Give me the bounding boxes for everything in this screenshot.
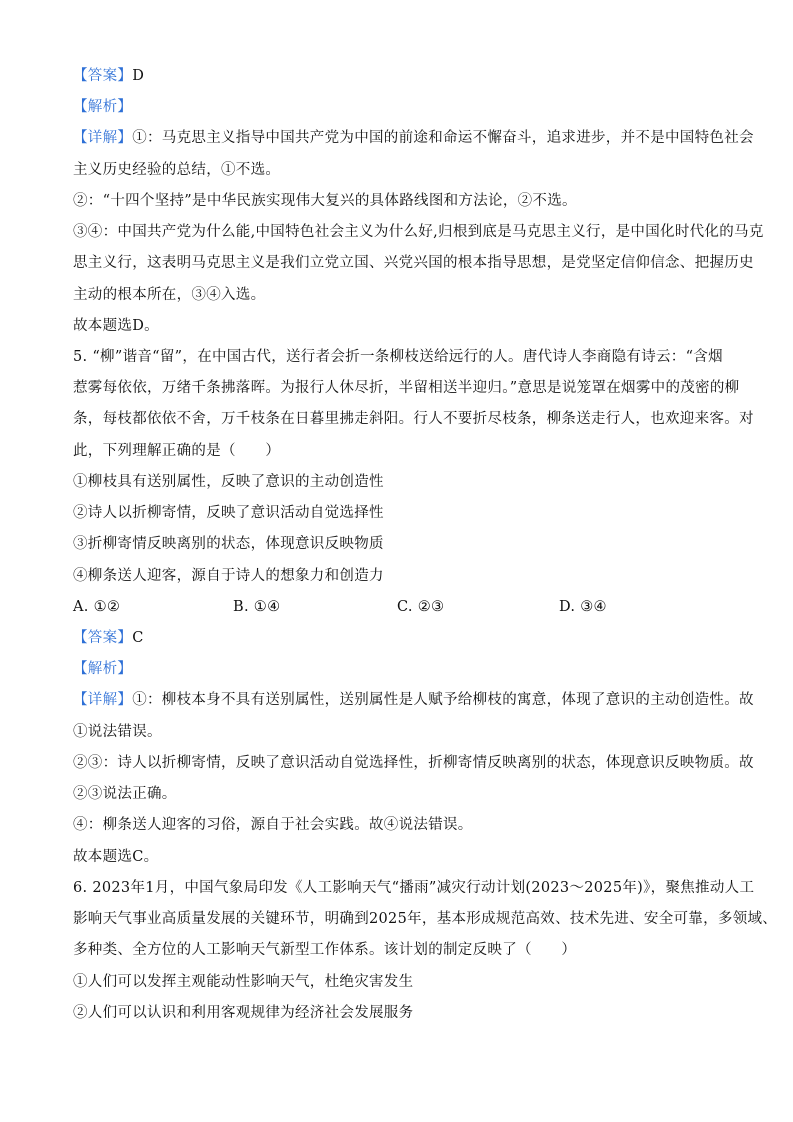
q6-item: ①人们可以发挥主观能动性影响天气，杜绝灾害发生	[73, 974, 414, 990]
q4-detail-line: 主义历史经验的总结，①不选。	[73, 162, 281, 178]
q5-detail-line: ④：柳条送人迎客的习俗，源自于社会实践。故④说法错误。	[73, 817, 473, 833]
choice-d: D. ③④	[559, 599, 607, 615]
answer-label: 【答案】	[73, 630, 133, 646]
detail-text: ①：柳枝本身不具有送别属性，送别属性是人赋予给柳枝的寓意，体现了意识的主动创造性。故	[132, 692, 754, 708]
choice-a: A. ①②	[73, 599, 121, 615]
q4-detail-line: ③④：中国共产党为什么能,中国特色社会主义为什么好,归根到底是马克思主义行，是中国化时代化的马克	[73, 224, 764, 240]
q5-choices	[73, 597, 713, 617]
q4-conclusion: 故本题选D。	[73, 318, 159, 334]
q4-detail-line: 主动的根本所在，③④入选。	[73, 287, 266, 303]
choice-c: C. ②③	[397, 599, 445, 615]
q4-detail-line: 思主义行，这表明马克思主义是我们立党立国、兴党兴国的根本指导思想，是党坚定信仰信念、把握历史	[73, 255, 754, 271]
q5-detail-line	[73, 690, 754, 710]
q5-item: ④柳条送人迎客，源自于诗人的想象力和创造力	[73, 568, 384, 584]
answer-label: 【答案】	[73, 68, 133, 84]
choice-b: B. ①④	[233, 599, 281, 615]
q6-stem-line: 多种类、全方位的人工影响天气新型工作体系。该计划的制定反映了（ ）	[73, 942, 577, 958]
q5-answer	[73, 628, 144, 648]
detail-label: 【详解】	[73, 692, 133, 708]
q6-stem-line: 6. 2023年1月，中国气象局印发《人工影响天气“播雨”减灾行动计划(2023～2025年)》，聚焦推动人工	[73, 880, 755, 896]
q6-stem-line: 影响天气事业高质量发展的关键环节，明确到2025年，基本形成规范高效、技术先进、安全可靠，多领域、	[73, 911, 778, 927]
q5-stem-line: 此，下列理解正确的是（ ）	[73, 443, 281, 459]
q4-answer	[73, 66, 144, 86]
q5-detail-line: ①说法错误。	[73, 724, 162, 740]
q4-detail-line	[73, 128, 754, 148]
q5-item: ①柳枝具有送别属性，反映了意识的主动创造性	[73, 474, 384, 490]
q5-item: ③折柳寄情反映离别的状态，体现意识反映物质	[73, 536, 384, 552]
q6-item: ②人们可以认识和利用客观规律为经济社会发展服务	[73, 1005, 414, 1021]
answer-value: D	[132, 68, 145, 84]
q5-stem-line: 惹雾每依依，万绪千条拂落晖。为报行人休尽折，半留相送半迎归。”意思是说笼罩在烟雾中的茂密的柳	[73, 380, 740, 396]
q5-analysis-label: 【解析】	[73, 661, 133, 677]
answer-value: C	[132, 630, 144, 646]
q5-detail-line: ②③说法正确。	[73, 786, 177, 802]
q4-analysis-label: 【解析】	[73, 99, 133, 115]
detail-label: 【详解】	[73, 130, 133, 146]
q5-item: ②诗人以折柳寄情，反映了意识活动自觉选择性	[73, 505, 384, 521]
detail-text: ①：马克思主义指导中国共产党为中国的前途和命运不懈奋斗，追求进步，并不是中国特色社会	[132, 130, 754, 146]
q5-conclusion: 故本题选C。	[73, 849, 159, 865]
q5-stem-line: 5. “柳”谐音“留”，在中国古代，送行者会折一条柳枝送给远行的人。唐代诗人李商隐有诗云：“含烟	[73, 349, 723, 365]
q5-detail-line: ②③：诗人以折柳寄情，反映了意识活动自觉选择性，折柳寄情反映离别的状态，体现意识反映物质。故	[73, 755, 754, 771]
q4-detail-line: ②：“十四个坚持”是中华民族实现伟大复兴的具体路线图和方法论，②不选。	[73, 193, 577, 209]
q5-stem-line: 条，每枝都依依不舍，万千枝条在日暮里拂走斜阳。行人不要折尽枝条，柳条送走行人，也欢迎来客。对	[73, 411, 754, 427]
